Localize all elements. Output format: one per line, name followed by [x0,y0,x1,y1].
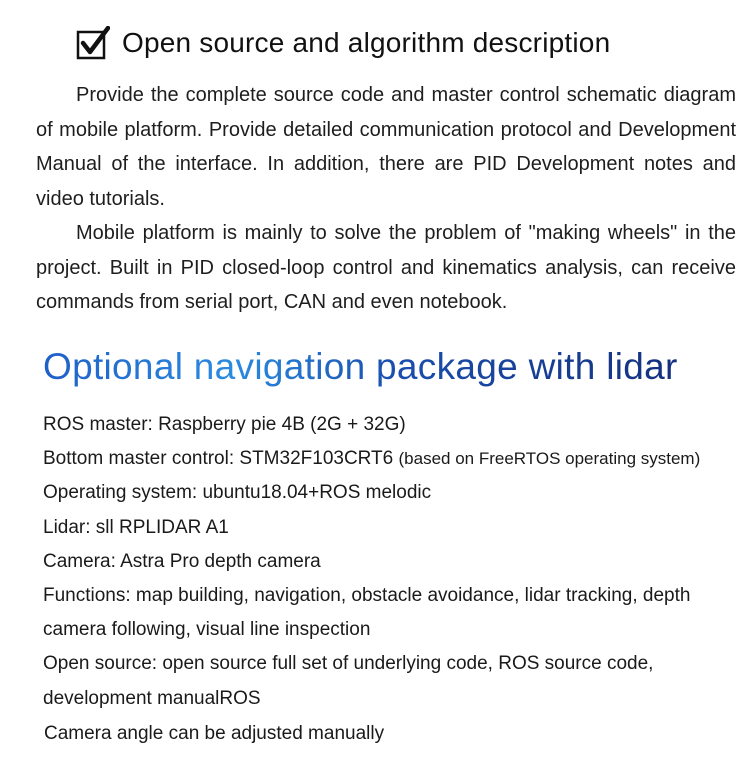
paragraph-mobile-platform: Mobile platform is mainly to solve the problem of "making wheels" in the project. Built in PID closed-loop control and kinematics analysis, can receive commands from serial port, CAN and even notebook. [36,222,736,313]
spec-bottom-control [43,442,743,476]
spec-list [43,408,743,716]
camera-angle-note: Camera angle can be adjusted manually [44,723,385,744]
checkbox-checked-icon [76,26,110,60]
paragraph-source-code: Provide the complete source code and master control schematic diagram of mobile platform. Provide detailed communication protocol and Development Manual of the interface. In addition, there are PID Development notes and video tutorials. [36,84,736,210]
section-title: Open source and algorithm description [122,27,611,58]
spec-functions: Functions: map building, navigation, obstacle avoidance, lidar tracking, depth camera following, visual line inspection [43,585,691,641]
section-header [76,26,610,60]
spec-ros-master: ROS master: Raspberry pie 4B (2G + 32G) [43,414,406,435]
spec-lidar: Lidar: sll RPLIDAR A1 [43,516,229,538]
spec-bottom-control-note: (based on FreeRTOS operating system) [398,449,701,469]
spec-os: Operating system: ubuntu18.04+ROS melodic [43,482,432,504]
description-text [36,78,736,320]
spec-camera: Camera: Astra Pro depth camera [43,550,321,572]
spec-open-source: Open source: open source full set of underlying code, ROS source code, development manualROS [43,653,654,709]
spec-bottom-control-label: Bottom master control: STM32F103CRT6 [43,448,394,470]
nav-package-title: Optional navigation package with lidar [43,346,678,387]
